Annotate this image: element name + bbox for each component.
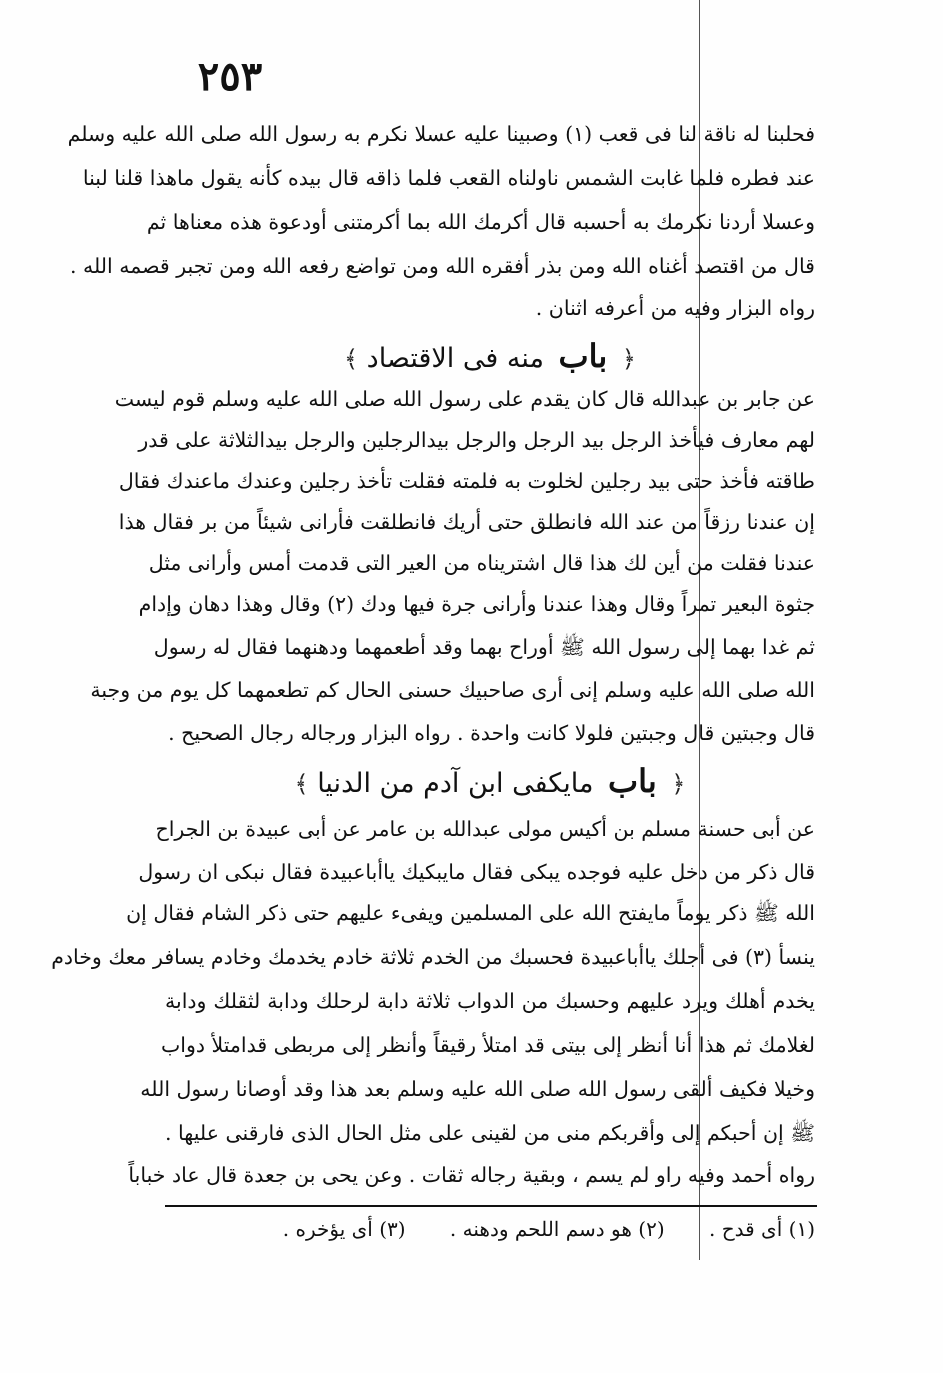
text-line: عن أبى حسنة مسلم بن أكيس مولى عبدالله بن عامر عن أبى عبيدة بن الجراح [155, 817, 815, 841]
section-heading [165, 758, 815, 804]
text-line: قال من اقتصد أغناه الله ومن بذر أفقره الله ومن تواضع رفعه الله ومن تجبر قصمه الله . [70, 254, 815, 278]
text-line: وعسلا أردنا نكرمك به أحسبه قال أكرمك الله بما أكرمتنى أودعوة هذه معناها ثم [146, 210, 815, 234]
heading-title: مايكفى ابن آدم من الدنيا [317, 768, 594, 799]
footnote: (٣) أى يؤخره . [282, 1217, 406, 1241]
text-line: ينسأ (٣) فى أجلك ياأباعبيدة فحسبك من الخدم ثلاثة خادم يخدمك وخادم يسافر معك وخادم [51, 945, 815, 969]
text-line: الله ﷺ ذكر يوماً مايفتح الله على المسلمين ويفىء عليهم حتى ذكر الشام فقال إن [126, 901, 815, 925]
text-line: فحلبنا له ناقة لنا فى قعب (١) وصبينا عليه عسلا نكرم به رسول الله صلى الله عليه وسلم [67, 122, 815, 146]
footnote-rule [165, 1205, 817, 1207]
text-line: طاقته فأخذ حتى بيد رجلين لخلوت به فلمته فقلت تأخذ رجلين وعندك ماعندك فقال [118, 469, 815, 493]
text-line: قال ذكر من دخل عليه فوجده يبكى فقال مايبكيك ياأباعبيدة فقال نبكى ان رسول [138, 860, 815, 884]
text-line: ﷺ إن أحبكم إلى وأقربكم منى من لقينى على مثل الحال الذى فارقنى عليها . [165, 1121, 815, 1145]
heading-bab: باب [558, 337, 608, 375]
footnote: (٢) هو دسم اللحم ودهنه . [449, 1217, 665, 1241]
footnote: (١) أى قدح . [709, 1217, 815, 1241]
heading-title: منه فى الاقتصاد [366, 343, 544, 374]
text-line: إن عندنا رزقاً من عند الله فانطلق حتى أريك فانطلقت فأرانى شيئاً من بر فقال هذا [118, 510, 815, 534]
text-line: يخدم أهلك ويرد عليهم وحسبك من الدواب ثلاثة دابة لرحلك ودابة لثقلك ودابة [165, 989, 815, 1013]
text-line: رواه البزار وفيه من أعرفه اثنان . [535, 296, 815, 320]
ornament-bracket-open: ﴿ [621, 345, 636, 373]
text-line: عندنا فقلت من أين لك هذا قال اشتريناه من العير التى قدمت أمس وأرانى مثل [148, 551, 815, 575]
text-line: رواه أحمد وفيه راو لم يسم ، وبقية رجاله ثقات . وعن يحى بن جعدة قال عاد خباباً [128, 1163, 815, 1187]
page-number: ٢٥٣ [197, 53, 263, 100]
text-line: جثوة البعير تمراً وقال وهذا عندنا وأرانى جرة فيها ودك (٢) وقال وهذا دهان وإدام [138, 592, 815, 616]
text-line: عن جابر بن عبدالله قال كان يقدم على رسول الله صلى الله عليه وسلم قوم ليست [114, 387, 815, 411]
ornament-bracket-open: ﴿ [671, 770, 686, 798]
text-line: ثم غدا بهما إلى رسول الله ﷺ أوراح بهما وقد أطعمهما ودهنهما فقال له رسول [153, 635, 815, 659]
text-line: لهم معارف فيأخذ الرجل بيد الرجل والرجل بيدالرجلين والرجل بيدالثلاثة على قدر [138, 428, 815, 452]
text-line: الله صلى الله عليه وسلم إنى أرى صاحبيك حسنى الحال كم تطعمهما كل يوم من وجبة [90, 678, 815, 702]
ornament-bracket-close: ﴾ [344, 345, 359, 373]
ornament-bracket-close: ﴾ [294, 770, 309, 798]
text-line: لغلامك ثم هذا أنا أنظر إلى بيتى قد امتلأ رقيقاً وأنظر إلى مربطى قدامتلأ دواب [160, 1033, 815, 1057]
text-line: قال وجبتين قال وجبتين فلولا كانت واحدة . رواه البزار ورجاله رجال الصحيح . [168, 721, 815, 745]
text-line: وخيلا فكيف ألقى رسول الله صلى الله عليه وسلم بعد هذا وقد أوصانا رسول الله [140, 1077, 815, 1101]
heading-bab: باب [608, 762, 657, 800]
footnotes [165, 1212, 815, 1246]
text-line: عند فطره فلما غابت الشمس ناولناه القعب فلما ذاقه قال بيده كأنه يقول ماهذا قلنا لبنا [82, 166, 815, 190]
section-heading [165, 333, 815, 379]
